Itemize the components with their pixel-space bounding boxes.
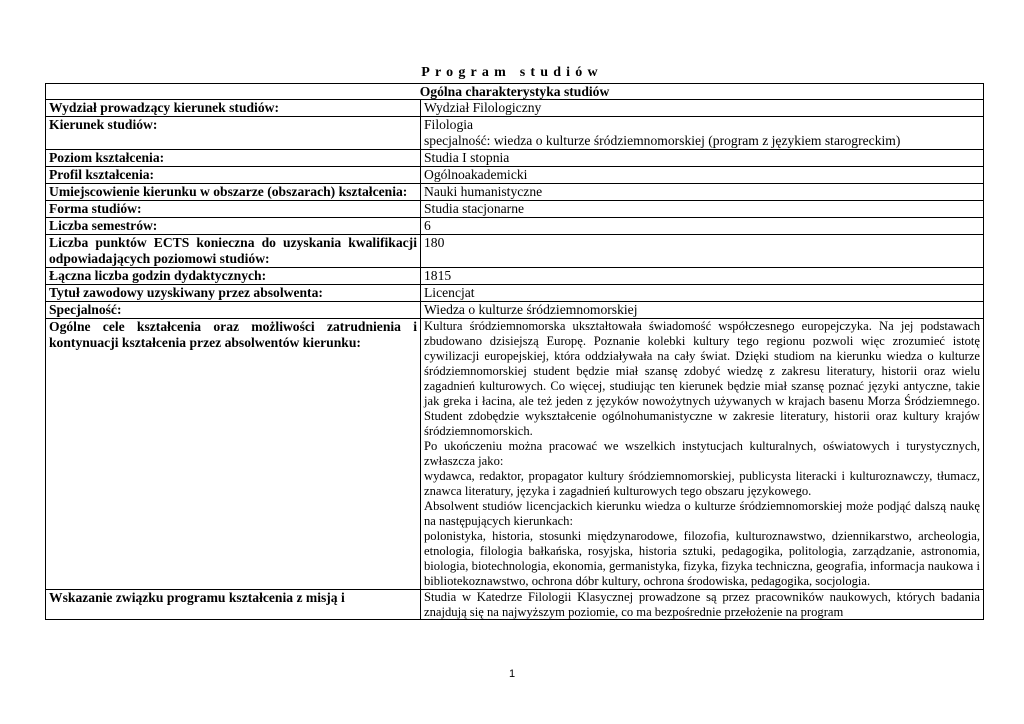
program-table [45,83,984,620]
page-title: Program studiów [421,65,603,80]
table-row [46,235,984,268]
section-header-row [46,84,984,100]
row-value: Wiedza o kulturze śródziemnomorskiej [421,302,984,319]
row-label: Tytuł zawodowy uzyskiwany przez absolwenta: [46,285,421,302]
goals-paragraph: Po ukończeniu można pracować we wszelkich instytucjach kulturalnych, oświatowych i turystycznych, zwłaszcza jako: [424,439,981,468]
row-label: Forma studiów: [46,201,421,218]
row-label: Specjalność: [46,302,421,319]
table-row [46,285,984,302]
row-value: Licencjat [421,285,984,302]
row-value: Nauki humanistyczne [421,184,984,201]
row-value: 6 [421,218,984,235]
section-header: Ogólna charakterystyka studiów [46,84,984,100]
table-row [46,167,984,184]
row-value: Ogólnoakademicki [421,167,984,184]
row-label: Kierunek studiów: [46,117,421,150]
row-value: Wydział Filologiczny [421,100,984,117]
row-label: Poziom kształcenia: [46,150,421,167]
mission-label-text: Wskazanie związku programu kształcenia z misją i [49,590,345,605]
goals-paragraph: Absolwent studiów licencjackich kierunku wiedza o kulturze śródziemnomorskiej może podjąć dalszą naukę na następujących kierunkach: [424,499,981,528]
goals-label: Ogólne cele kształcenia oraz możliwości zatrudnienia i kontynuacji kształcenia przez absolwentów kierunku: [46,319,421,590]
row-label: Wydział prowadzący kierunek studiów: [46,100,421,117]
row-value: Studia stacjonarne [421,201,984,218]
table-row [46,100,984,117]
row-label: Liczba semestrów: [46,218,421,235]
mission-description [421,590,984,620]
goals-description [421,319,984,590]
mission-label [46,590,421,620]
table-row [46,201,984,218]
mission-text: Studia w Katedrze Filologii Klasycznej prowadzone są przez pracowników naukowych, których badania znajdują się na najwyższym poziomie, co ma bezpośrednie przełożenie na program [424,590,981,619]
row-value: 180 [421,235,984,268]
row-value [421,117,984,150]
table-row [46,218,984,235]
goals-paragraph: wydawca, redaktor, propagator kultury śródziemnomorskiej, publicysta literacki i kulturoznawczy, tłumacz, znawca literatury, języka i zagadnień kulturowych tego obszaru językowego. [424,469,981,498]
row-value: Studia I stopnia [421,150,984,167]
field-of-study-value: Filologia [424,117,474,132]
mission-row [46,590,984,620]
table-row [46,117,984,150]
row-label: Łączna liczba godzin dydaktycznych: [46,268,421,285]
goals-row [46,319,984,590]
table-row [46,150,984,167]
row-label: Umiejscowienie kierunku w obszarze (obszarach) kształcenia: [46,184,421,201]
row-label: Liczba punktów ECTS konieczna do uzyskania kwalifikacji odpowiadających poziomowi studiów: [46,235,421,268]
row-label: Profil kształcenia: [46,167,421,184]
table-row [46,184,984,201]
row-value: 1815 [421,268,984,285]
goals-paragraph: polonistyka, historia, stosunki międzynarodowe, filozofia, kulturoznawstwo, dziennikarstwo, archeologia, etnologia, filologia bałkańska, rosyjska, historia sztuki, pedagogika, politologia, zarządzanie, astronomia, biologia, biotechnologia, ekonomia, germanistyka, fizyka, fizyka techniczna, geografia, informacja naukowa i bibliotekoznawstwo, ochrona dóbr kultury, ochrona środowiska, pedagogika, socjologia. [424,529,981,588]
table-row [46,302,984,319]
specialization-note: specjalność: wiedza o kulturze śródziemnomorskiej (program z językiem starogreckim) [424,133,901,148]
page-number: 1 [508,668,516,680]
table-row [46,268,984,285]
goals-paragraph: Kultura śródziemnomorska ukształtowała świadomość współczesnego europejczyka. Na jej podstawach zbudowano dzisiejszą Europę. Poznanie kolebki kultury tego regionu pozwoli więc zrozumieć istotę cywilizacji europejskiej, która oddziaływała na cały świat. Dzięki studiom na kierunku wiedza o kulturze śródziemnomorskiej student będzie miał szansę zdobyć wiedzę z zakresu literatury, historii oraz wielu zagadnień kulturowych. Co więcej, studiując ten kierunek będzie miał szansę poznać języki antyczne, takie jak greka i łacina, ale też jeden z języków nowożytnych używanych w krajach basenu Morza Śródziemnego. Student zdobędzie wykształcenie ogólnohumanistyczne w zakresie literatury, historii oraz kultury krajów śródziemnomorskich. [424,319,981,438]
